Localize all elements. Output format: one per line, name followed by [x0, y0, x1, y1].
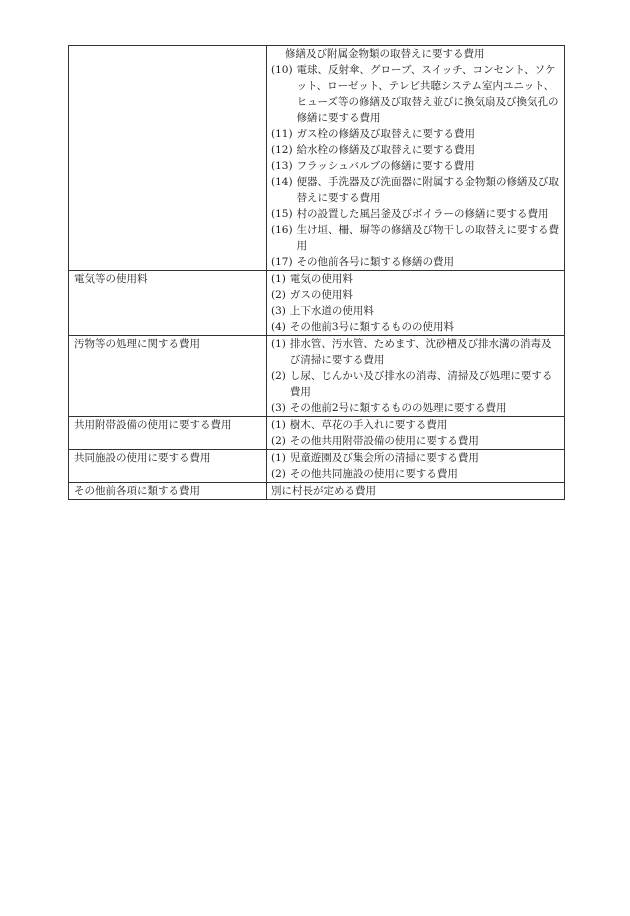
list-item — [271, 319, 560, 335]
item-text: 電球、反射傘、グローブ、スイッチ、コンセント、ソケット、ローゼット、テレビ共聴システム室内ユニット、ヒューズ等の修繕及び取替え並びに換気扇及び換気孔の修繕に要する費用 — [296, 64, 559, 124]
item-number: (14) — [271, 176, 293, 188]
item-text: その他前2号に類するものの処理に要する費用 — [289, 402, 507, 414]
item-number: (1) — [271, 273, 286, 285]
item-number: (2) — [271, 435, 286, 447]
item-number: (2) — [271, 370, 286, 382]
item-number: (3) — [271, 402, 286, 414]
items-cell — [267, 271, 565, 336]
list-item — [271, 222, 560, 254]
item-text: その他共同施設の使用に要する費用 — [289, 468, 458, 480]
list-item — [271, 368, 560, 400]
item-number: (17) — [271, 256, 293, 268]
item-text: その他前3号に類するものの使用料 — [289, 321, 455, 333]
table-row-utilities — [69, 271, 565, 336]
item-text: 生け垣、柵、塀等の修繕及び物干しの取替えに要する費用 — [296, 224, 560, 252]
table-row-repairs — [69, 46, 565, 271]
item-number: (2) — [271, 289, 286, 301]
item-text: ガスの使用料 — [289, 289, 353, 301]
category-cell: 電気等の使用料 — [69, 271, 267, 336]
continued-text: 修繕及び附属金物類の取替えに要する費用 — [285, 48, 485, 60]
list-item — [271, 254, 560, 270]
table-row-common-facilities — [69, 450, 565, 483]
item-number: (12) — [271, 144, 293, 156]
item-text: 電気の使用料 — [289, 273, 353, 285]
list-item — [271, 287, 560, 303]
item-text: 樹木、草花の手入れに要する費用 — [289, 419, 448, 431]
category-cell: 共同施設の使用に要する費用 — [69, 450, 267, 483]
item-number: (10) — [271, 64, 293, 76]
item-text: 児童遊園及び集会所の清掃に要する費用 — [289, 452, 479, 464]
category-cell — [69, 46, 267, 271]
item-number: (3) — [271, 305, 286, 317]
item-text: フラッシュバルブの修繕に要する費用 — [296, 160, 475, 172]
list-item — [271, 206, 560, 222]
table-row-other — [69, 483, 565, 500]
list-item — [271, 450, 560, 466]
item-text: し尿、じんかい及び排水の消毒、清掃及び処理に要する費用 — [289, 370, 553, 398]
list-item — [271, 126, 560, 142]
list-item — [271, 417, 560, 433]
list-item — [271, 158, 560, 174]
item-text: 排水管、汚水管、ためます、沈砂槽及び排水溝の消毒及び清掃に要する費用 — [289, 338, 552, 366]
items-cell: 別に村長が定める費用 — [267, 483, 565, 500]
item-number: (1) — [271, 452, 286, 464]
fee-table — [68, 45, 565, 500]
items-cell — [267, 417, 565, 450]
list-item — [271, 433, 560, 449]
item-number: (15) — [271, 208, 293, 220]
items-cell — [267, 46, 565, 271]
category-cell: 汚物等の処理に関する費用 — [69, 336, 267, 417]
list-item — [271, 336, 560, 368]
item-number: (1) — [271, 419, 286, 431]
category-cell: 共用附帯設備の使用に要する費用 — [69, 417, 267, 450]
list-item — [271, 466, 560, 482]
table-row-shared-equipment — [69, 417, 565, 450]
item-number: (1) — [271, 338, 286, 350]
list-item — [271, 271, 560, 287]
item-number: (11) — [271, 128, 293, 140]
item-text: その他共用附帯設備の使用に要する費用 — [289, 435, 479, 447]
item-text: ガス栓の修繕及び取替えに要する費用 — [296, 128, 476, 140]
list-item — [271, 62, 560, 126]
item-number: (16) — [271, 224, 293, 236]
list-item — [271, 303, 560, 319]
category-cell: その他前各項に類する費用 — [69, 483, 267, 500]
item-number: (13) — [271, 160, 293, 172]
item-text: 給水栓の修繕及び取替えに要する費用 — [296, 144, 476, 156]
item-text: その他前各号に類する修繕の費用 — [296, 256, 455, 268]
items-cell — [267, 336, 565, 417]
list-item — [271, 400, 560, 416]
items-cell — [267, 450, 565, 483]
list-item — [271, 142, 560, 158]
item-text: 上下水道の使用料 — [289, 305, 374, 317]
item-text: 便器、手洗器及び洗面器に附属する金物類の修繕及び取替えに要する費用 — [296, 176, 560, 204]
table-row-waste — [69, 336, 565, 417]
item-text: 村の設置した風呂釜及びボイラーの修繕に要する費用 — [296, 208, 549, 220]
list-item — [271, 174, 560, 206]
item-number: (4) — [271, 321, 286, 333]
item-number: (2) — [271, 468, 286, 480]
